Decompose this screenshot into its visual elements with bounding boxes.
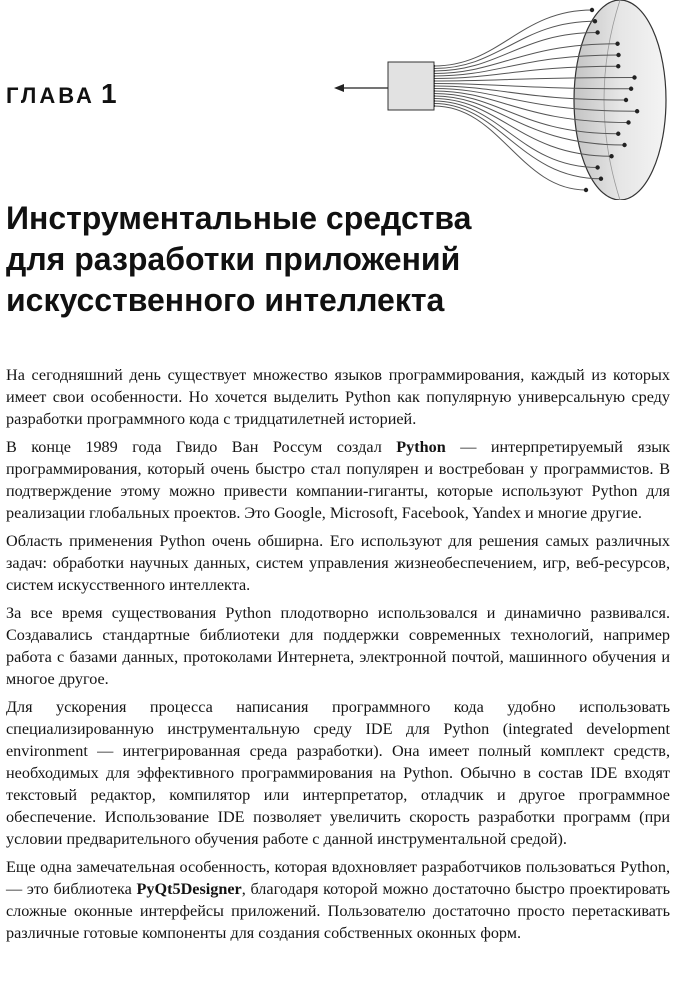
connection-node bbox=[595, 165, 599, 169]
chapter-title bbox=[6, 198, 646, 321]
processing-box bbox=[388, 62, 434, 110]
connection-node bbox=[635, 109, 639, 113]
paragraph bbox=[6, 436, 670, 524]
paragraph-text: В конце 1989 года Гвидо Ван Россум создал bbox=[6, 438, 397, 456]
chapter-title-line: для разработки приложений bbox=[6, 241, 461, 277]
paragraph-text: — интерпретируемый язык программирования, который очень быстро стал популярен и востребован у программистов. В подтверждение этому можно привести компании-гиганты, которые используют Python для реализации глобальных проектов. Это Google, Microsoft, Facebook, Yandex и многие другие. bbox=[6, 438, 670, 522]
term-python: Python bbox=[396, 438, 446, 456]
connection-node bbox=[616, 132, 620, 136]
connection-line bbox=[434, 101, 598, 168]
connection-node bbox=[616, 64, 620, 68]
connection-node bbox=[624, 98, 628, 102]
connection-node bbox=[615, 42, 619, 46]
connection-node bbox=[590, 8, 594, 12]
chapter-number: 1 bbox=[100, 78, 117, 109]
connection-node bbox=[593, 19, 597, 23]
connection-node bbox=[622, 143, 626, 147]
connection-node bbox=[616, 53, 620, 57]
connection-node bbox=[632, 75, 636, 79]
chapter-label-word: ГЛАВА bbox=[6, 83, 95, 108]
output-arrow-head bbox=[334, 84, 344, 92]
paragraph bbox=[6, 696, 670, 850]
body-text bbox=[6, 364, 670, 950]
paragraph-text: , благодаря которой можно достаточно быстро проектировать сложные оконные интерфейсы приложений. Пользователю достаточно просто перетаскивать различные готовые компоненты для создания собственных оконных форм. bbox=[6, 880, 670, 942]
paragraph-text: Еще одна замечательная особенность, которая вдохновляет разработчиков пользоваться Python, — это библиотека bbox=[6, 858, 670, 898]
connection-node bbox=[629, 87, 633, 91]
paragraph-text: Область применения Python очень обширна. Его используют для решения самых различных задач: обработки научных данных, систем управления жизнеобеспечением, игр, веб-ресурсов, систем искусственного интеллекта. bbox=[6, 532, 670, 594]
chapter-label bbox=[6, 78, 117, 110]
paragraph-text: На сегодняшний день существует множество языков программирования, каждый из которых имеет свои особенности. Но хочется выделить Python как популярную универсальную среду разработки программного кода с тридцатилетней историей. bbox=[6, 366, 670, 428]
connection-node bbox=[584, 188, 588, 192]
connection-node bbox=[626, 120, 630, 124]
paragraph bbox=[6, 856, 670, 944]
paragraph bbox=[6, 602, 670, 690]
term-pyqt5designer: PyQt5Designer bbox=[136, 880, 242, 898]
neural-funnel-illustration bbox=[330, 0, 676, 200]
paragraph-text: Для ускорения процесса написания программного кода удобно использовать специализированную инструментальную среду IDE для Python (integrated development environment — интегрированная среда разработки). Она имеет полный комплект средств, необходимых для эффективного программирования на Python. Обычно в состав IDE входят текстовый редактор, компилятор или интерпретатор, отладчик и другое программное обеспечение. Использование IDE позволяет увеличить скорость разработки программ (при условии предварительного обучения работе с данной инструментальной средой). bbox=[6, 698, 670, 848]
connection-node bbox=[595, 30, 599, 34]
connection-node bbox=[609, 154, 613, 158]
connection-node bbox=[599, 177, 603, 181]
paragraph bbox=[6, 364, 670, 430]
paragraph-text: За все время существования Python плодотворно использовался и динамично развивался. Создавались стандартные библиотеки для поддержки современных технологий, например работа с базами данных, протоколами Интернета, электронной почтой, машинного обучения и многое другое. bbox=[6, 604, 670, 688]
connection-line bbox=[434, 21, 595, 68]
chapter-title-line: Инструментальные средства bbox=[6, 200, 472, 236]
paragraph bbox=[6, 530, 670, 596]
chapter-title-line: искусственного интеллекта bbox=[6, 282, 445, 318]
